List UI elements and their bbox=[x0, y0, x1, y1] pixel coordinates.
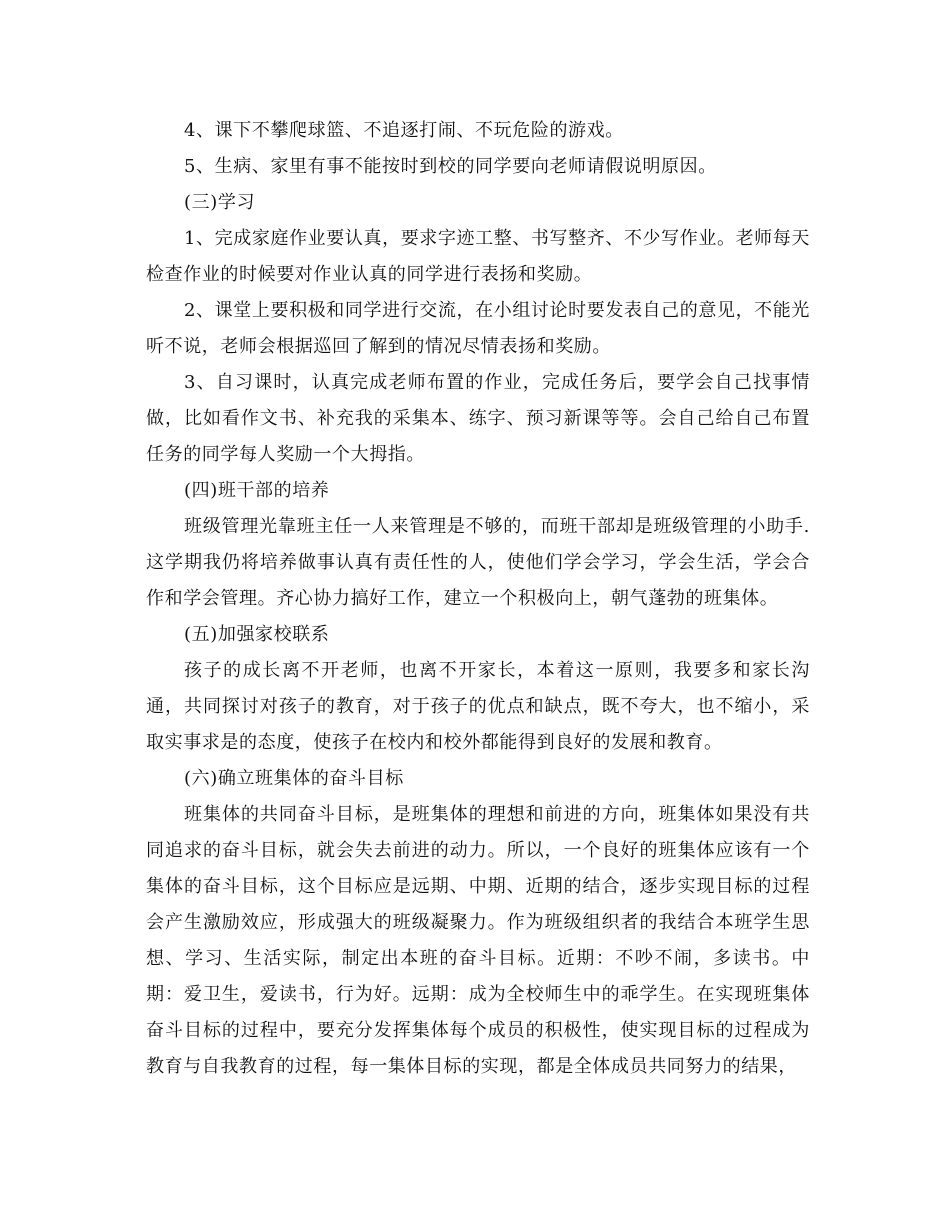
paragraph-study-3: 3、自习课时，认真完成老师布置的作业，完成任务后，要学会自己找事情做，比如看作文书、补充我的采集本、练字、预习新课等等。会自己给自己布置任务的同学每人奖励一个大拇指。 bbox=[146, 372, 810, 465]
paragraph-study-2: 2、课堂上要积极和同学进行交流，在小组讨论时要发表自己的意见，不能光听不说，老师会根据巡回了解到的情况尽情表扬和奖励。 bbox=[146, 300, 810, 357]
paragraph-rule-4: 4、课下不攀爬球篮、不追逐打闹、不玩危险的游戏。 bbox=[184, 120, 624, 141]
section-heading-home-school: (五)加强家校联系 bbox=[184, 624, 330, 645]
section-heading-class-leaders: (四)班干部的培养 bbox=[184, 480, 330, 501]
paragraph-rule-5: 5、生病、家里有事不能按时到校的同学要向老师请假说明原因。 bbox=[184, 156, 717, 177]
paragraph-home-school: 孩子的成长离不开老师，也离不开家长，本着这一原则，我要多和家长沟通，共同探讨对孩子的教育，对于孩子的优点和缺点，既不夸大，也不缩小，采取实事求是的态度，使孩子在校内和校外都能得到良好的发展和教育。 bbox=[146, 660, 810, 753]
paragraph-class-leaders: 班级管理光靠班主任一人来管理是不够的，而班干部却是班级管理的小助手.这学期我仍将培养做事认真有责任性的人，使他们学会学习，学会生活，学会合作和学会管理。齐心协力搞好工作，建立一个积极向上，朝气蓬勃的班集体。 bbox=[146, 516, 810, 609]
paragraph-study-1: 1、完成家庭作业要认真，要求字迹工整、书写整齐、不少写作业。老师每天检查作业的时候要对作业认真的同学进行表扬和奖励。 bbox=[146, 228, 810, 285]
section-heading-study: (三)学习 bbox=[184, 192, 256, 213]
paragraph-class-goals: 班集体的共同奋斗目标，是班集体的理想和前进的方向，班集体如果没有共同追求的奋斗目标，就会失去前进的动力。所以，一个良好的班集体应该有一个集体的奋斗目标，这个目标应是远期、中期、近期的结合，逐步实现目标的过程会产生激励效应，形成强大的班级凝聚力。作为班级组织者的我结合本班学生思想、学习、生活实际，制定出本班的奋斗目标。近期：不吵不闹，多读书。中期：爱卫生，爱读书，行为好。远期：成为全校师生中的乖学生。在实现班集体奋斗目标的过程中，要充分发挥集体每个成员的积极性，使实现目标的过程成为教育与自我教育的过程，每一集体目标的实现，都是全体成员共同努力的结果， bbox=[146, 804, 810, 1077]
document-body bbox=[146, 113, 810, 1085]
section-heading-class-goals: (六)确立班集体的奋斗目标 bbox=[184, 768, 404, 789]
